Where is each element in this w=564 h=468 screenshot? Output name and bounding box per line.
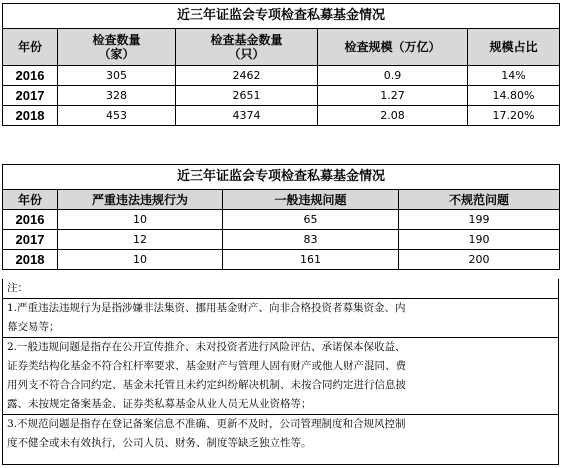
funds-cell: 2651	[176, 86, 318, 106]
table-row	[3, 230, 560, 250]
scale-cell: 0.9	[318, 66, 468, 86]
notes-label: 注：	[7, 282, 28, 294]
note-1-line-2: 幕交易等；	[7, 321, 60, 333]
general-cell: 83	[223, 230, 399, 250]
note-1-line-1: 1.严重违法违规行为是指涉嫌非法集资、挪用基金财产、向非合格投资者募集资金、内	[3, 298, 558, 318]
serious-cell: 12	[58, 230, 223, 250]
share-cell: 14.80%	[468, 86, 560, 106]
note-2-line-1: 2.一般违规问题是指存在公开宣传推介、未对投资者进行风险评估、承诺保本保收益、	[3, 337, 558, 357]
table1-header-funds	[176, 29, 318, 66]
note-3-line-1: 3.不规范问题是指存在登记备案信息不准确、更新不及时，公司管理制度和合规风控制	[3, 414, 558, 434]
table-row	[3, 66, 560, 86]
table2-header-serious: 严重违法违规行为	[58, 190, 223, 210]
serious-cell: 10	[58, 250, 223, 270]
general-cell: 65	[223, 210, 399, 230]
serious-cell: 10	[58, 210, 223, 230]
note-3-line-2: 度不健全或未有效执行，公司人员、财务、制度等缺乏独立性等。	[7, 437, 312, 449]
share-cell: 17.20%	[468, 106, 560, 126]
scale-cell: 1.27	[318, 86, 468, 106]
table-row	[3, 250, 560, 270]
irregular-cell: 190	[399, 230, 560, 250]
notes-box	[2, 279, 559, 465]
count-cell: 328	[58, 86, 176, 106]
table-row	[3, 210, 560, 230]
share-cell: 14%	[468, 66, 560, 86]
funds-cell: 2462	[176, 66, 318, 86]
irregular-cell: 200	[399, 250, 560, 270]
note-2-line-2: 证券类结构化基金不符合杠杆率要求、基金财产与管理人固有财产或他人财产混同、费	[7, 360, 406, 372]
count-cell: 453	[58, 106, 176, 126]
inspection-scale-table	[2, 3, 560, 126]
table1-header-funds-line2: （只）	[228, 47, 265, 61]
table2-header-year: 年份	[3, 190, 58, 210]
table2-header-irregular: 不规范问题	[399, 190, 560, 210]
table2-title: 近三年证监会专项检查私募基金情况	[3, 165, 560, 190]
table1-header-year: 年份	[3, 29, 58, 66]
table1-header-funds-line1: 检查基金数量	[210, 33, 283, 47]
year-cell: 2016	[3, 210, 58, 230]
table-row	[3, 106, 560, 126]
table1-header-count	[58, 29, 176, 66]
table1-header-count-line1: 检查数量	[92, 33, 141, 47]
table1-title: 近三年证监会专项检查私募基金情况	[3, 4, 560, 29]
year-cell: 2017	[3, 230, 58, 250]
table1-header-count-line2: （家）	[98, 47, 135, 61]
irregular-cell: 199	[399, 210, 560, 230]
year-cell: 2018	[3, 106, 58, 126]
funds-cell: 4374	[176, 106, 318, 126]
table2-header-general: 一般违规问题	[223, 190, 399, 210]
general-cell: 161	[223, 250, 399, 270]
year-cell: 2017	[3, 86, 58, 106]
year-cell: 2018	[3, 250, 58, 270]
table-row	[3, 86, 560, 106]
note-2-line-3: 用列支不符合合同约定、基金未托管且未约定纠纷解决机制、未按合同约定进行信息披	[7, 379, 406, 391]
note-2-line-4: 露、未按规定备案基金、证券类私募基金从业人员无从业资格等；	[7, 398, 312, 410]
year-cell: 2016	[3, 66, 58, 86]
table1-header-share: 规模占比	[468, 29, 560, 66]
count-cell: 305	[58, 66, 176, 86]
violation-types-table	[2, 164, 560, 270]
table1-header-scale: 检查规模（万亿）	[318, 29, 468, 66]
scale-cell: 2.08	[318, 106, 468, 126]
